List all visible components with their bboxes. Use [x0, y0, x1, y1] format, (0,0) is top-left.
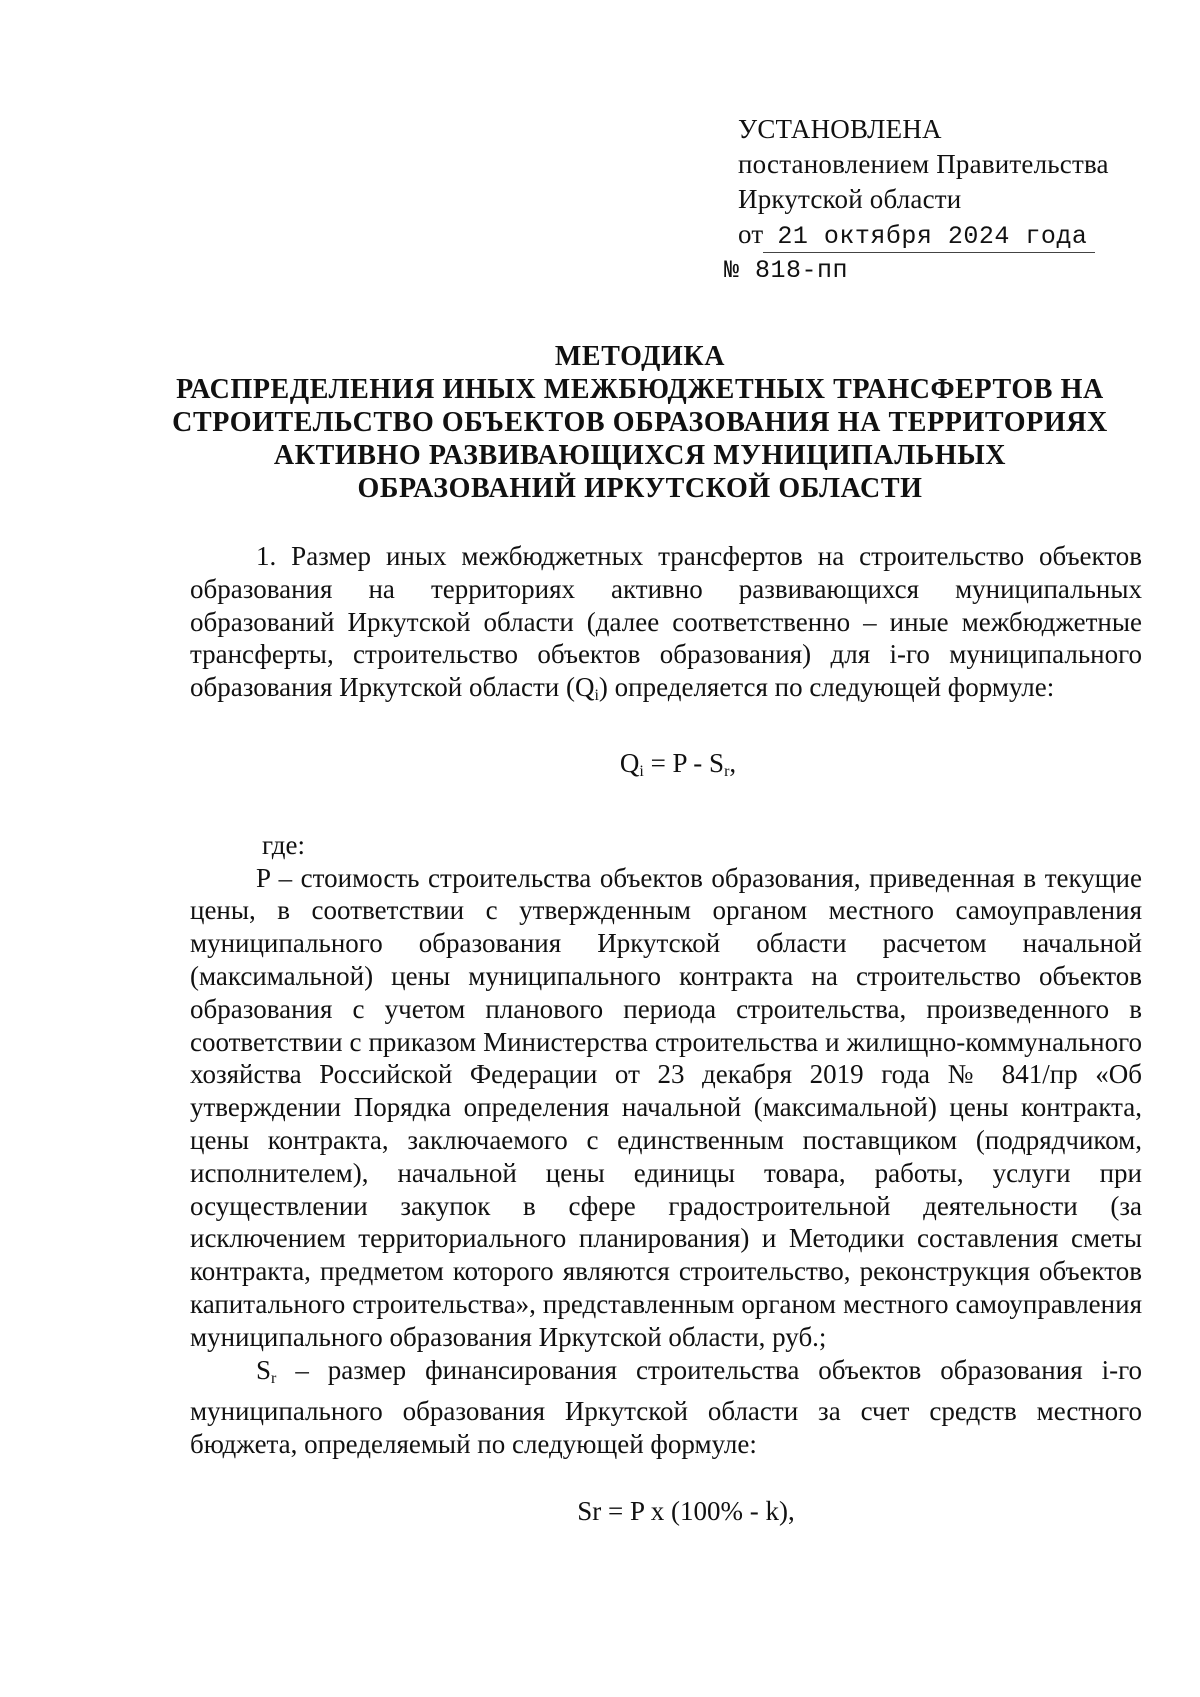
paragraph-1-tail: ) определяется по следующей формуле:: [598, 672, 1055, 703]
approval-block: [724, 112, 1158, 288]
title-line: ОБРАЗОВАНИЙ ИРКУТСКОЙ ОБЛАСТИ: [357, 473, 923, 504]
approval-region: Иркутской области: [738, 184, 962, 214]
approval-number: № 818-пп: [724, 256, 849, 285]
paragraph-1: [190, 540, 1142, 713]
definition-sr: [190, 1354, 1142, 1461]
document-title: [150, 340, 1130, 505]
approval-date: 21 октября 2024 года: [763, 222, 1095, 253]
approval-authority: постановлением Правительства: [738, 149, 1109, 179]
title-line: СТРОИТЕЛЬСТВО ОБЪЕКТОВ ОБРАЗОВАНИЯ НА ТЕРРИТОРИЯХ: [172, 407, 1108, 438]
subscript: i: [639, 762, 644, 780]
definition-text: – размер финансирования строительства объектов образования i-го муниципального образования Иркутской области за счет средств местного бюджета, определяемый по следующей формуле:: [190, 1354, 1142, 1460]
title-line: МЕТОДИКА: [554, 341, 726, 372]
title-line: РАСПРЕДЕЛЕНИЯ ИНЫХ МЕЖБЮДЖЕТНЫХ ТРАНСФЕРТОВ НА: [176, 374, 1104, 405]
subscript: r: [271, 1369, 277, 1387]
formula-symbol: Q: [619, 747, 640, 778]
where-label: где:: [262, 829, 305, 860]
subscript: r: [724, 762, 730, 780]
formula-sr: Sr = P x (100% - k),: [577, 1495, 795, 1526]
subscript: i: [594, 687, 599, 705]
paragraph-1-text: 1. Размер иных межбюджетных трансфертов на строительство объектов образования на территориях активно развивающихся муниципальных образований Иркутской области (далее соответственно – иные межбюджетные трансферты, строительство объектов образования) для i-го муниципального образования Иркутской области (Q: [190, 541, 1142, 703]
formula-end: ,: [729, 747, 737, 778]
document-body: [190, 540, 1142, 1528]
formula-expression: = P - S: [643, 747, 725, 778]
definition-symbol: S: [256, 1354, 272, 1385]
approval-date-row: [738, 217, 1158, 253]
title-line: АКТИВНО РАЗВИВАЮЩИХСЯ МУНИЦИПАЛЬНЫХ: [273, 440, 1007, 471]
formula-qi: [190, 747, 1142, 789]
approval-status: УСТАНОВЛЕНА: [738, 114, 942, 144]
approval-date-prefix: от: [738, 219, 764, 249]
definition-p: P – стоимость строительства объектов образования, приведенная в текущие цены, в соответствии с утвержденным органом местного самоуправления муниципального образования Иркутской области расчетом начальной (максимальной) цены муниципального контракта на строительство объектов образования с учетом планового периода строительства, произведенного в соответствии с приказом Министерства строительства и жилищно-коммунального хозяйства Российской Федерации от 23 декабря 2019 года № 841/пр «Об утверждении Порядка определения начальной (максимальной) цены контракта, цены контракта, заключаемого с единственным поставщиком (подрядчиком, исполнителем), начальной цены единицы товара, работы, услуги при осуществлении закупок в сфере градостроительной деятельности (за исключением территориального планирования) и Методики составления сметы контракта, предметом которого являются строительство, реконструкция объектов капитального строительства», представленным органом местного самоуправления муниципального образования Иркутской области, руб.;: [190, 862, 1142, 1352]
